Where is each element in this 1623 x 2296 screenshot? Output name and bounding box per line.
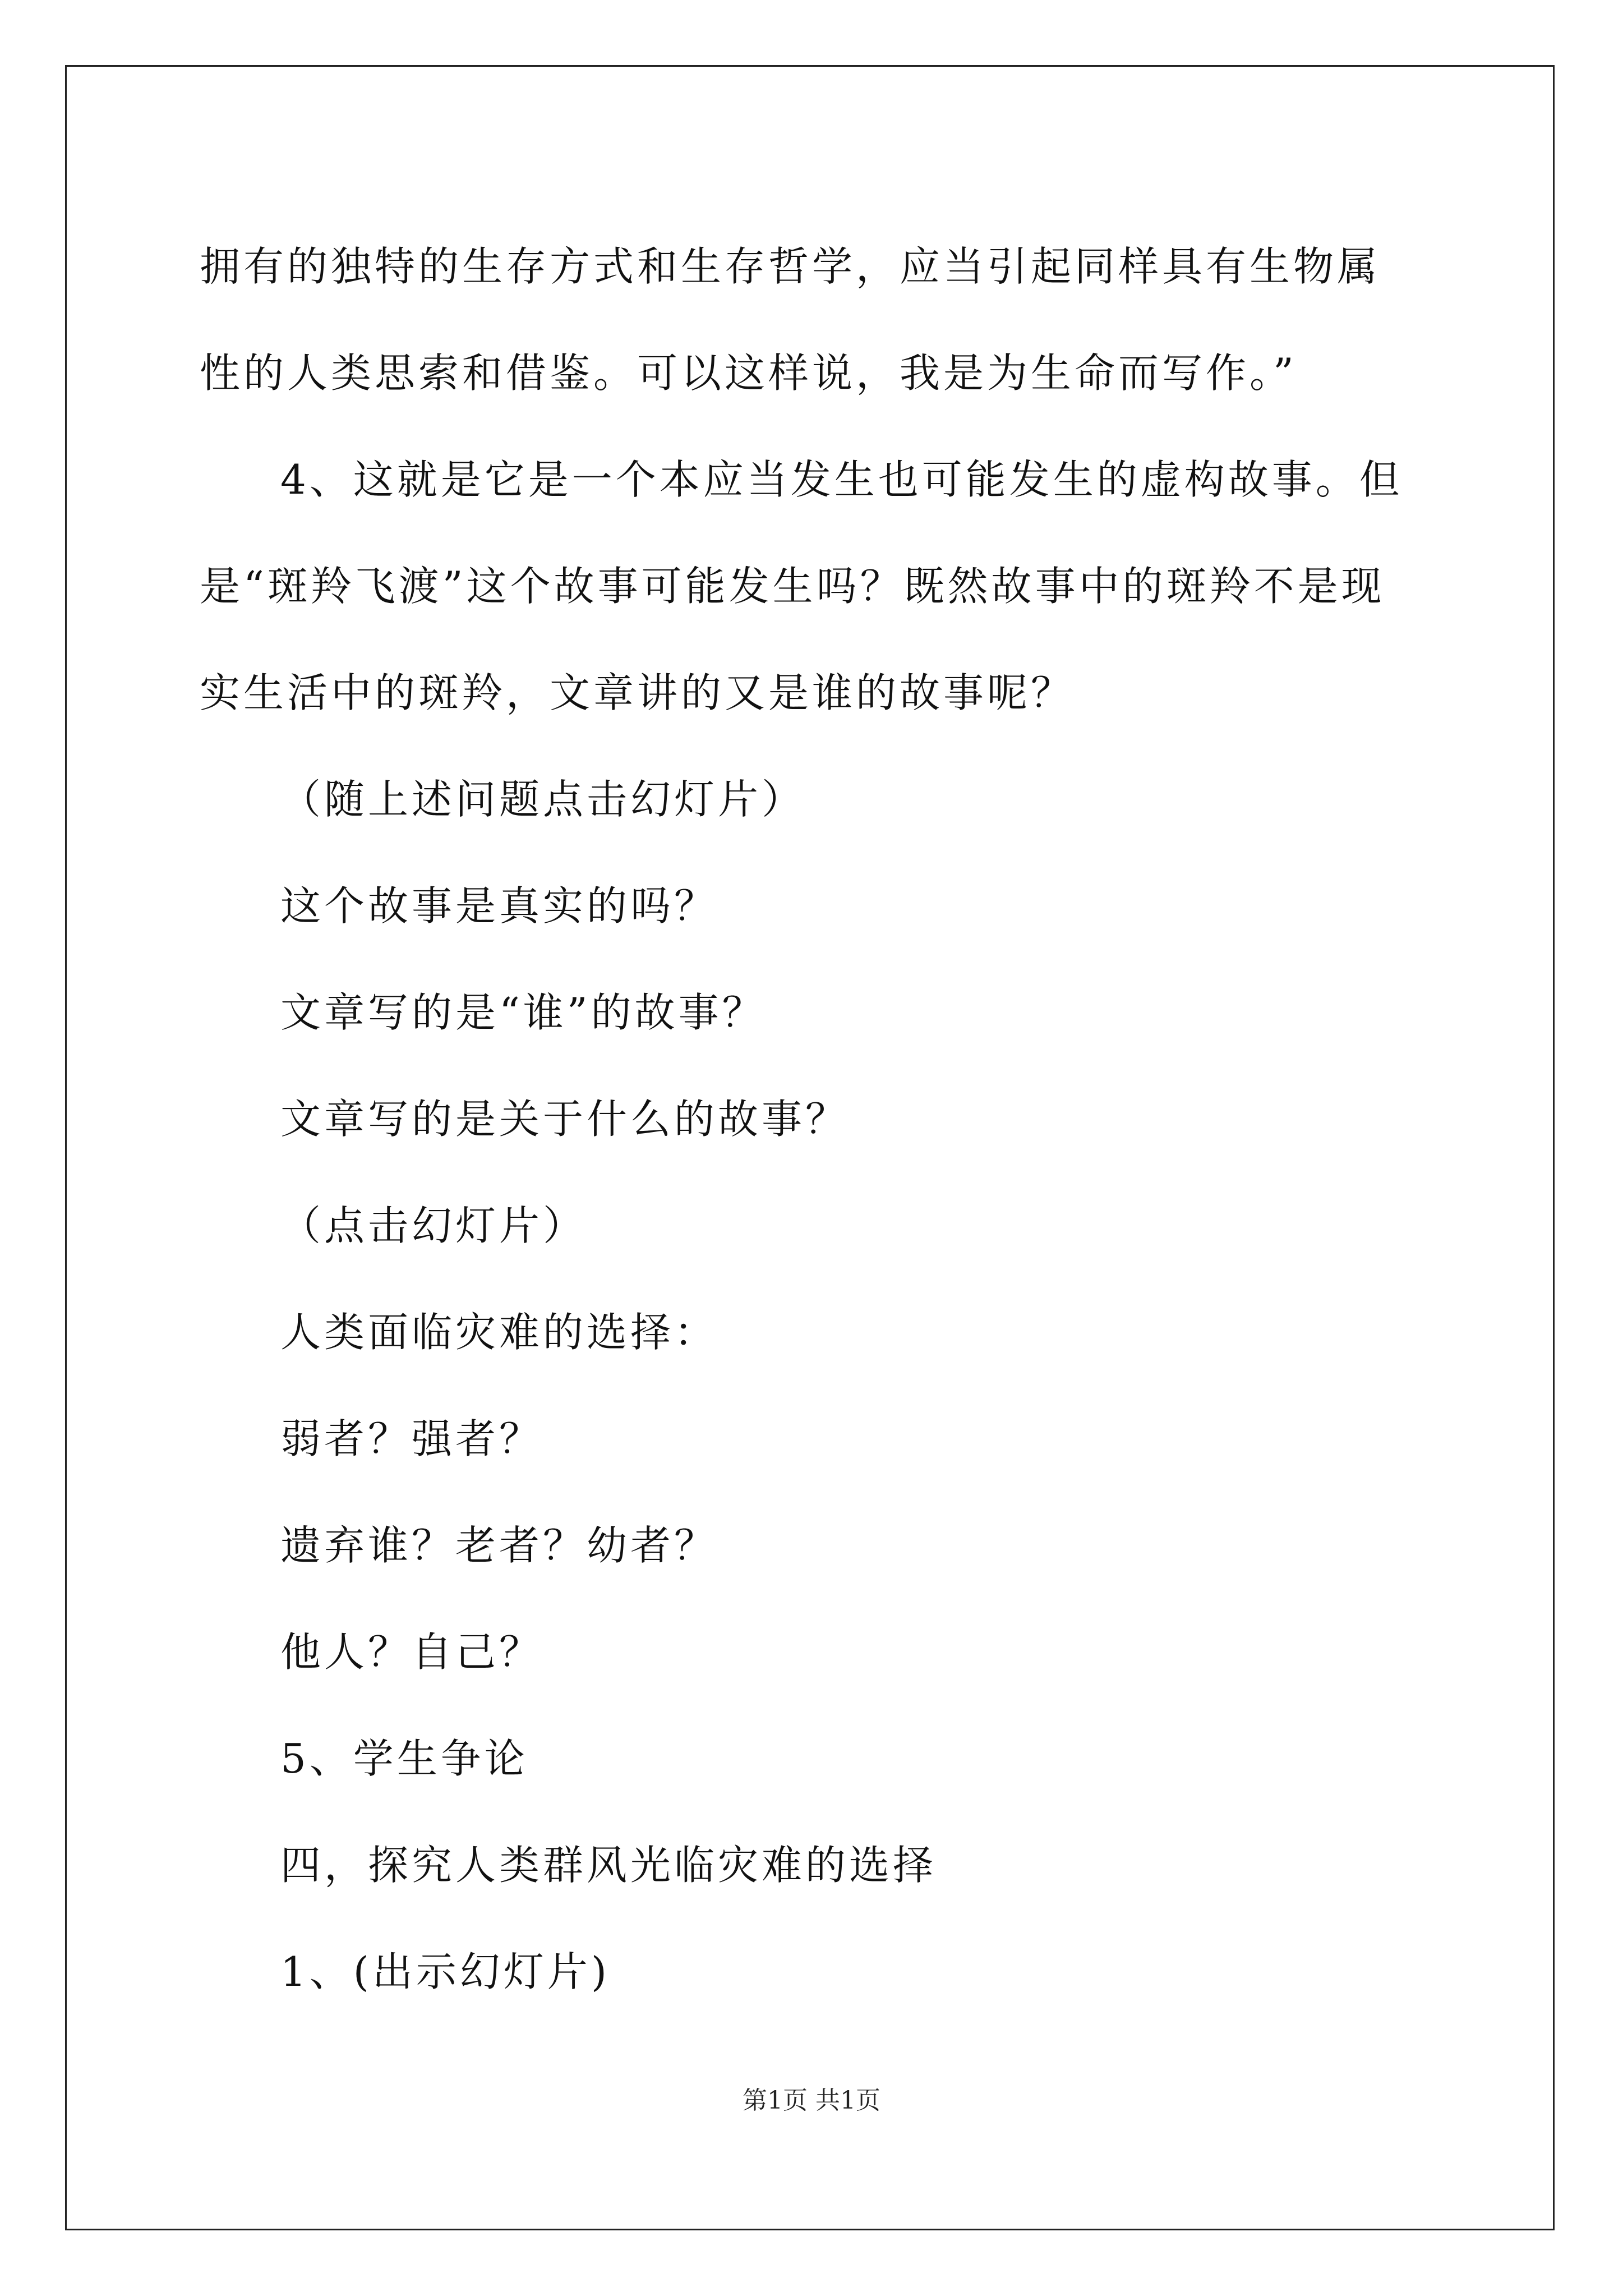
document-body	[200, 213, 1422, 2025]
paragraph-2: 4、这就是它是一个本应当发生也可能发生的虚构故事。但是“斑羚飞渡”这个故事可能发生吗？既然故事中的斑羚不是现实生活中的斑羚，文章讲的又是谁的故事呢？	[200, 456, 1403, 716]
paragraph-12: 5、学生争论	[280, 1735, 528, 1782]
paragraph-4: 这个故事是真实的吗？	[280, 882, 718, 930]
paragraph-5: 文章写的是“谁”的故事？	[280, 989, 766, 1036]
paragraph-10: 遗弃谁？老者？幼者？	[280, 1522, 718, 1569]
paragraph-13: 四，探究人类群风光临灾难的选择	[280, 1842, 937, 1889]
paragraph-6: 文章写的是关于什么的故事？	[280, 1096, 850, 1143]
paragraph-14: 1、(出示幻灯片)	[280, 1948, 610, 1995]
paragraph-9: 弱者？强者？	[280, 1415, 543, 1462]
page-footer: 第1页 共1页	[743, 2086, 880, 2115]
paragraph-11: 他人？自己？	[280, 1628, 543, 1676]
paragraph-3: （随上述问题点击幻灯片）	[280, 776, 806, 823]
paragraph-8: 人类面临灾难的选择：	[280, 1309, 718, 1356]
paragraph-1: 拥有的独特的生存方式和生存哲学，应当引起同样具有生物属性的人类思索和借鉴。可以这样说，我是为生命而写作。”	[200, 243, 1381, 397]
paragraph-7: （点击幻灯片）	[280, 1202, 587, 1249]
